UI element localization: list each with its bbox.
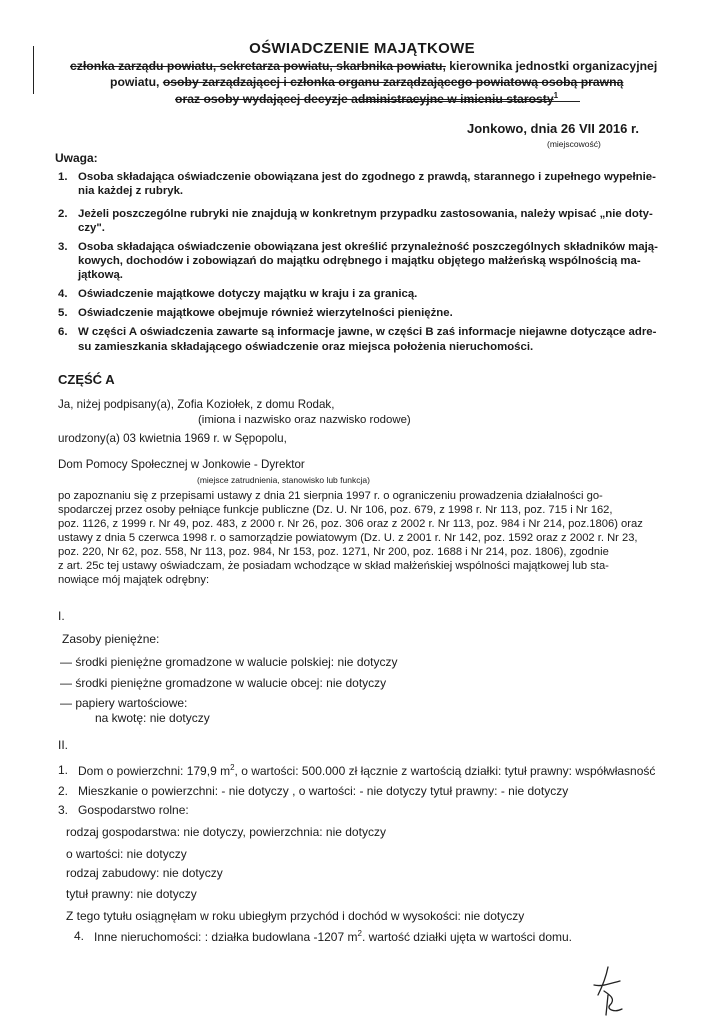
place-caption: (miejscowość) (547, 139, 601, 149)
farm-detail: tytuł prawny: nie dotyczy (66, 887, 197, 901)
underline (360, 101, 580, 102)
farm-detail: rodzaj zabudowy: nie dotyczy (66, 866, 223, 880)
statute-line: z art. 25c tej ustawy oświadczam, że posiadam wchodzące w skład małżeńskiej wspólności majątkowej lub sta- (58, 560, 609, 572)
unit-superscript: 2 (230, 763, 235, 772)
statute-line: nowiące mój majątek odrębny: (58, 574, 210, 586)
note-number: 2. (58, 208, 68, 220)
struck-text: oraz osoby wydającej decyzje administracyjne w imieniu starosty (175, 92, 554, 107)
house-text: , o wartości: 500.000 zł łącznie z wartością działki: tytuł prawny: współwłasność (234, 764, 656, 778)
note-number: 5. (58, 307, 68, 319)
list-item: — środki pieniężne gromadzone w walucie obcej: nie dotyczy (60, 676, 387, 690)
note-line: Oświadczenie majątkowe obejmuje również wierzytelności pieniężne. (78, 307, 453, 319)
header-line-3 (175, 91, 558, 106)
header-text: powiatu, (110, 75, 160, 89)
property-other (94, 929, 572, 944)
document-title: OŚWIADCZENIE MAJĄTKOWE (249, 40, 475, 57)
item-number: 1. (58, 763, 69, 777)
item-number: 4. (74, 929, 85, 943)
note-number: 1. (58, 171, 68, 183)
list-item: — środki pieniężne gromadzone w walucie polskiej: nie dotyczy (60, 655, 398, 669)
note-number: 6. (58, 326, 68, 338)
item-number: 2. (58, 784, 69, 798)
farm-detail: o wartości: nie dotyczy (66, 847, 187, 861)
header-line-1 (70, 59, 657, 73)
note-line: Osoba składająca oświadczenie obowiązana jest do zgodnego z prawdą, starannego i zupełnego wypełnie- (78, 171, 656, 183)
note-line: nia każdej z rubryk. (78, 185, 184, 197)
list-item: — papiery wartościowe: (60, 696, 188, 710)
statute-line: poz. 220, Nr 62, poz. 558, Nr 113, poz. 984, Nr 153, poz. 1271, Nr 200, poz. 1688 i Nr 214, poz. 1806), zgodnie (58, 546, 609, 558)
note-line: jątkową. (78, 269, 123, 281)
section-1-heading: Zasoby pieniężne: (62, 632, 160, 646)
note-line: Jeżeli poszczególne rubryki nie znajdują w konkretnym przypadku zastosowania, należy wpisać „nie doty- (78, 208, 653, 220)
note-line: czy". (78, 222, 105, 234)
statute-line: po zapoznaniu się z przepisami ustawy z dnia 21 sierpnia 1997 r. o ograniczeniu prowadzenia działalności go- (58, 490, 603, 502)
part-a-heading: CZĘŚĆ A (58, 372, 115, 387)
uwaga-label: Uwaga: (55, 151, 98, 165)
note-line: kowych, dochodów i zobowiązań do majątku odrębnego i majątku objętego małżeńską wspólnością ma- (78, 255, 641, 267)
note-number: 4. (58, 288, 68, 300)
property-farm: Gospodarstwo rolne: (78, 803, 189, 817)
place-date: Jonkowo, dnia 26 VII 2016 r. (467, 121, 639, 136)
house-text: Dom o powierzchni: 179,9 m (78, 764, 231, 778)
header-text: kierownika jednostki organizacyjnej (445, 59, 658, 73)
unit-superscript: 2 (357, 929, 362, 938)
birth-line: urodzony(a) 03 kwietnia 1969 r. w Sępopolu, (58, 432, 287, 445)
farm-detail: Z tego tytułu osiągnęłam w roku ubiegłym przychód i dochód w wysokości: nie dotyczy (66, 909, 525, 923)
property-house (78, 763, 655, 778)
struck-text: członka zarządu powiatu, sekretarza powiatu, skarbnika powiatu, (70, 59, 446, 73)
amount-line: na kwotę: nie dotyczy (95, 711, 210, 725)
declarant-line: Ja, niżej podpisany(a), Zofia Koziołek, z domu Rodak, (58, 398, 335, 411)
handwritten-initials (588, 965, 628, 1017)
note-number: 3. (58, 241, 68, 253)
note-line: su zamieszkania składającego oświadczenie oraz miejsca położenia nieruchomości. (78, 341, 534, 353)
farm-detail: rodzaj gospodarstwa: nie dotyczy, powierzchnia: nie dotyczy (66, 825, 386, 839)
property-apartment: Mieszkanie o powierzchni: - nie dotyczy , o wartości: - nie dotyczy tytuł prawny: - nie dotyczy (78, 784, 569, 798)
statute-line: spodarczej przez osoby pełniące funkcje publiczne (Dz. U. Nr 106, poz. 679, z 1998 r. Nr 113, poz. 715 i Nr 162, (58, 504, 613, 516)
other-text: Inne nieruchomości: : działka budowlana -1207 m (94, 930, 358, 944)
section-2-label: II. (58, 738, 69, 752)
struck-text: osoby zarządzającej i członka organu zarządzającego powiatową osobą prawną (162, 75, 624, 89)
note-line: W części A oświadczenia zawarte są informacje jawne, w części B zaś informacje niejawne dotyczące adre- (78, 326, 657, 338)
other-text: . wartość działki ujęta w wartości domu. (361, 930, 573, 944)
statute-line: poz. 1126, z 1999 r. Nr 49, poz. 483, z 2000 r. Nr 26, poz. 306 oraz z 2002 r. Nr 113, poz. 984 i Nr 214, poz.1806) oraz (58, 518, 643, 530)
item-number: 3. (58, 803, 69, 817)
footnote-marker: 1 (553, 91, 559, 100)
note-line: Oświadczenie majątkowe dotyczy majątku w kraju i za granicą. (78, 288, 418, 300)
statute-line: ustawy z dnia 5 czerwca 1998 r. o samorządzie powiatowym (Dz. U. z 2001 r. Nr 142, poz. 1592 oraz z 2002 r. Nr 23, (58, 532, 638, 544)
header-line-2 (110, 75, 623, 89)
name-caption: (imiona i nazwisko oraz nazwisko rodowe) (198, 414, 411, 426)
employer-caption: (miejsce zatrudnienia, stanowisko lub funkcja) (197, 475, 370, 485)
note-line: Osoba składająca oświadczenie obowiązana jest określić przynależność poszczególnych składników mają- (78, 241, 658, 253)
section-1-label: I. (58, 609, 65, 623)
employer-line: Dom Pomocy Społecznej w Jonkowie - Dyrektor (58, 458, 305, 471)
